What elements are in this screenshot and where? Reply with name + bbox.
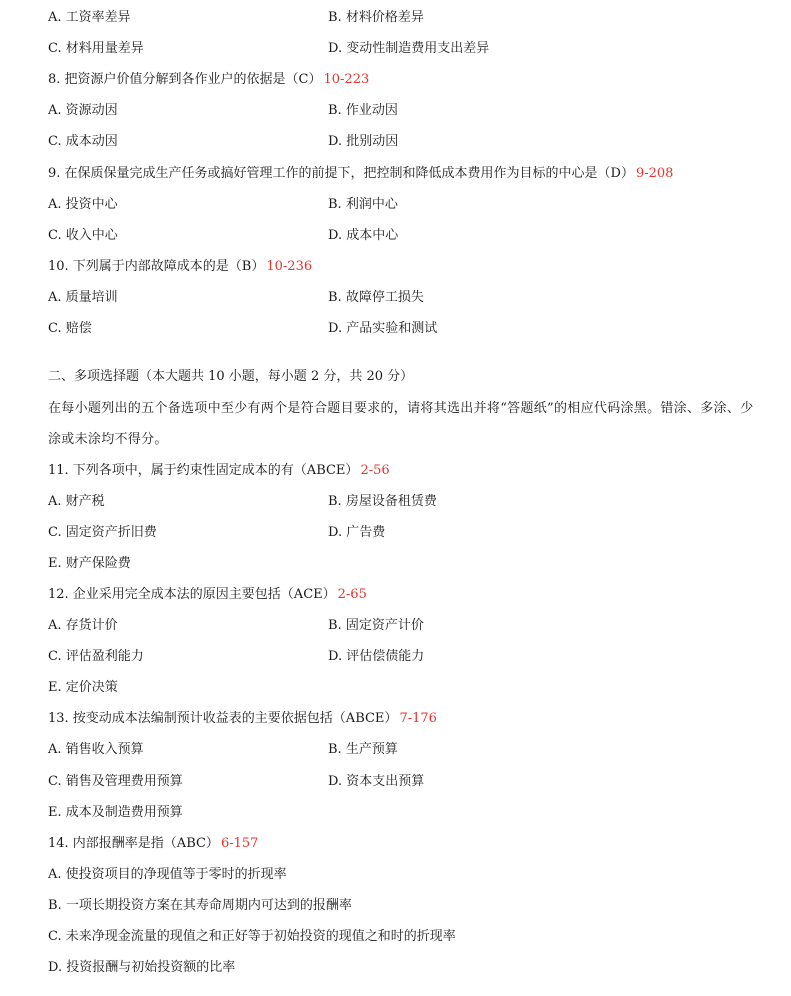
option-right: B. 房屋设备租赁费 xyxy=(328,494,437,509)
text-line: E. 财产保险费 xyxy=(48,556,131,571)
text-line: D. 投资报酬与初始投资额的比率 xyxy=(48,960,236,975)
question-text: 14. 内部报酬率是指（ABC） xyxy=(48,836,219,851)
question-stem xyxy=(48,71,369,89)
question-text: 11. 下列各项中，属于约束性固定成本的有（ABCE） xyxy=(48,463,359,478)
instructions-paragraph: 在每小题列出的五个备选项中至少有两个是符合题目要求的，请将其选出并将“答题纸”的相应代码涂黑。错涂、多涂、少涂或未涂均不得分。 xyxy=(48,401,754,447)
option-left: C. 销售及管理费用预算 xyxy=(48,774,183,789)
option-right: D. 产品实验和测试 xyxy=(328,321,438,336)
text-line: E. 定价决策 xyxy=(48,680,118,695)
text-line: 二、多项选择题（本大题共 10 小题，每小题 2 分，共 20 分） xyxy=(48,369,414,384)
option-right: D. 资本支出预算 xyxy=(328,774,425,789)
option-left: A. 工资率差异 xyxy=(48,10,131,25)
option-left: C. 赔偿 xyxy=(48,321,92,336)
option-right: B. 利润中心 xyxy=(328,197,398,212)
option-left: C. 固定资产折旧费 xyxy=(48,525,157,540)
question-stem xyxy=(48,258,312,276)
page-reference: 2-65 xyxy=(337,587,367,602)
option-left: A. 财产税 xyxy=(48,494,105,509)
question-text: 8. 把资源户价值分解到各作业户的依据是（C） xyxy=(48,72,322,87)
question-stem xyxy=(48,462,390,480)
option-left: C. 收入中心 xyxy=(48,228,118,243)
page-reference: 6-157 xyxy=(220,836,259,851)
text-line: C. 未来净现金流量的现值之和正好等于初始投资的现值之和时的折现率 xyxy=(48,929,456,944)
question-stem xyxy=(48,835,258,853)
question-stem xyxy=(48,165,673,183)
option-right: B. 材料价格差异 xyxy=(328,10,424,25)
option-left: C. 成本动因 xyxy=(48,134,118,149)
page-reference: 9-208 xyxy=(635,166,674,181)
question-text: 10. 下列属于内部故障成本的是（B） xyxy=(48,259,265,274)
option-left: C. 材料用量差异 xyxy=(48,41,144,56)
question-text: 12. 企业采用完全成本法的原因主要包括（ACE） xyxy=(48,587,336,602)
option-right: B. 作业动因 xyxy=(328,103,398,118)
option-right: D. 批别动因 xyxy=(328,134,399,149)
option-left: C. 评估盈利能力 xyxy=(48,649,144,664)
option-right: B. 固定资产计价 xyxy=(328,618,424,633)
question-text: 13. 按变动成本法编制预计收益表的主要依据包括（ABCE） xyxy=(48,711,398,726)
option-right: D. 变动性制造费用支出差异 xyxy=(328,41,490,56)
option-right: D. 成本中心 xyxy=(328,228,399,243)
question-text: 9. 在保质保量完成生产任务或搞好管理工作的前提下，把控制和降低成本费用作为目标的中心是（D） xyxy=(48,166,634,181)
option-right: D. 广告费 xyxy=(328,525,386,540)
question-stem xyxy=(48,710,437,728)
option-right: B. 故障停工损失 xyxy=(328,290,424,305)
text-line: A. 使投资项目的净现值等于零时的折现率 xyxy=(48,867,287,882)
option-left: A. 存货计价 xyxy=(48,618,118,633)
option-left: A. 资源动因 xyxy=(48,103,118,118)
option-left: A. 投资中心 xyxy=(48,197,118,212)
page-reference: 10-223 xyxy=(323,72,370,87)
page-reference: 2-56 xyxy=(360,463,390,478)
option-left: A. 销售收入预算 xyxy=(48,742,144,757)
page-reference: 10-236 xyxy=(266,259,313,274)
option-right: D. 评估偿债能力 xyxy=(328,649,425,664)
page-reference: 7-176 xyxy=(399,711,437,726)
option-right: B. 生产预算 xyxy=(328,742,398,757)
question-stem xyxy=(48,586,367,604)
text-line: E. 成本及制造费用预算 xyxy=(48,805,183,820)
option-left: A. 质量培训 xyxy=(48,290,118,305)
text-line: B. 一项长期投资方案在其寿命周期内可达到的报酬率 xyxy=(48,898,352,913)
